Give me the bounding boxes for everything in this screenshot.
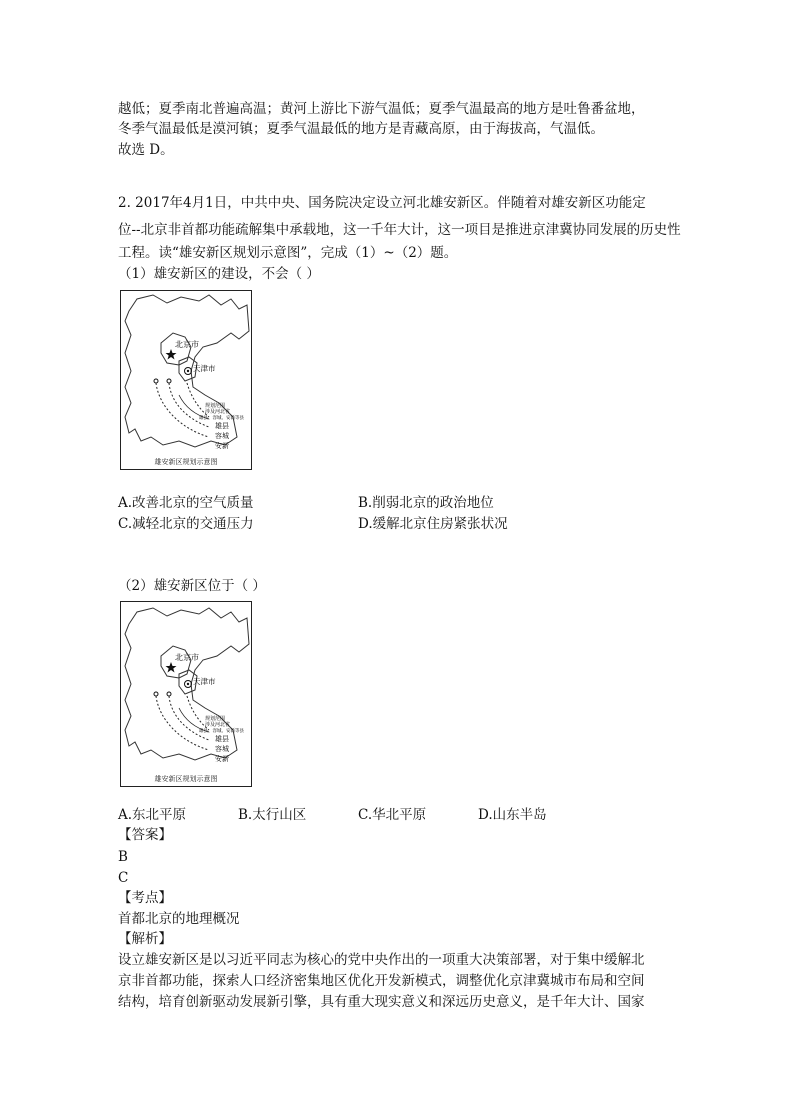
map-title: 雄安新区规划示意图 xyxy=(154,775,218,783)
map-figure-1 xyxy=(120,290,252,470)
capital-star-icon xyxy=(166,662,177,673)
intro-line-2: 冬季气温最低是漠河镇；夏季气温最低的地方是青藏高原，由于海拔高，气温低。 xyxy=(118,121,604,137)
svg-text:安新: 安新 xyxy=(215,755,229,763)
analysis-line-1: 设立雄安新区是以习近平同志为核心的党中央作出的一项重大决策部署，对于集中缓解北 xyxy=(118,952,645,968)
sub1-option-c: C.减轻北京的交通压力 xyxy=(118,516,254,532)
kaodian-label: 【考点】 xyxy=(118,890,172,906)
svg-text:涉及河北省: 涉及河北省 xyxy=(205,722,231,728)
intro-line-1: 越低；夏季南北普遍高温；黄河上游比下游气温低；夏季气温最高的地方是吐鲁番盆地， xyxy=(118,101,645,117)
sub2-option-c: C.华北平原 xyxy=(358,807,427,823)
map-drawing xyxy=(121,291,251,453)
intro-line-3: 故选 D。 xyxy=(118,142,174,158)
sub1-option-b: B.削弱北京的政治地位 xyxy=(358,495,494,511)
question-line-2: 位--北京非首都功能疏解集中承载地，这一千年大计，这一项目是推进京津冀协同发展的历史性 xyxy=(118,222,681,238)
svg-text:容城: 容城 xyxy=(215,745,229,753)
svg-text:涉及河北省: 涉及河北省 xyxy=(205,409,231,415)
answer-1: B xyxy=(118,849,128,865)
analysis-line-2: 京非首都功能，探索人口经济密集地区优化开发新模式，调整优化京津冀城市布局和空间 xyxy=(118,973,645,989)
answer-2: C xyxy=(118,870,129,886)
map-figure-2 xyxy=(120,601,252,787)
svg-text:安新: 安新 xyxy=(215,442,229,450)
map-drawing xyxy=(121,602,251,768)
capital-star-icon xyxy=(166,349,177,360)
analysis-label: 【解析】 xyxy=(118,931,172,947)
svg-text:容城: 容城 xyxy=(215,432,229,440)
sub1-option-d: D.缓解北京住房紧张状况 xyxy=(358,516,508,532)
svg-text:天津市: 天津市 xyxy=(193,364,216,373)
kaodian-text: 首都北京的地理概况 xyxy=(118,911,240,927)
svg-text:天津市: 天津市 xyxy=(193,677,216,686)
sub2-option-b: B.太行山区 xyxy=(238,807,307,823)
analysis-line-3: 结构，培育创新驱动发展新引擎，具有重大现实意义和深远历史意义，是千年大计、国家 xyxy=(118,994,645,1010)
sub1-option-a: A.改善北京的空气质量 xyxy=(118,495,254,511)
map-title: 雄安新区规划示意图 xyxy=(154,458,218,466)
question-line-3: 工程。读“雄安新区规划示意图”，完成（1）~（2）题。 xyxy=(118,245,458,261)
svg-text:北京市: 北京市 xyxy=(175,653,199,662)
svg-text:雄县、容城、安新等县: 雄县、容城、安新等县 xyxy=(199,416,244,421)
svg-text:规划范围: 规划范围 xyxy=(205,403,226,409)
sub2-option-d: D.山东半岛 xyxy=(478,807,547,823)
question-line-1: 2. 2017年4月1日，中共中央、国务院决定设立河北雄安新区。伴随着对雄安新区功能定 xyxy=(118,195,646,211)
svg-text:雄县、容城、安新等县: 雄县、容城、安新等县 xyxy=(199,729,244,734)
svg-text:雄县: 雄县 xyxy=(215,422,229,430)
svg-text:雄县: 雄县 xyxy=(215,735,229,743)
svg-text:北京市: 北京市 xyxy=(175,340,199,349)
sub2-option-a: A.东北平原 xyxy=(118,807,187,823)
svg-text:规划范围: 规划范围 xyxy=(205,716,226,722)
answer-label: 【答案】 xyxy=(118,827,172,843)
sub1-stem: （1）雄安新区的建设，不会（ ） xyxy=(118,266,320,282)
sub2-stem: （2）雄安新区位于（ ） xyxy=(118,578,266,594)
